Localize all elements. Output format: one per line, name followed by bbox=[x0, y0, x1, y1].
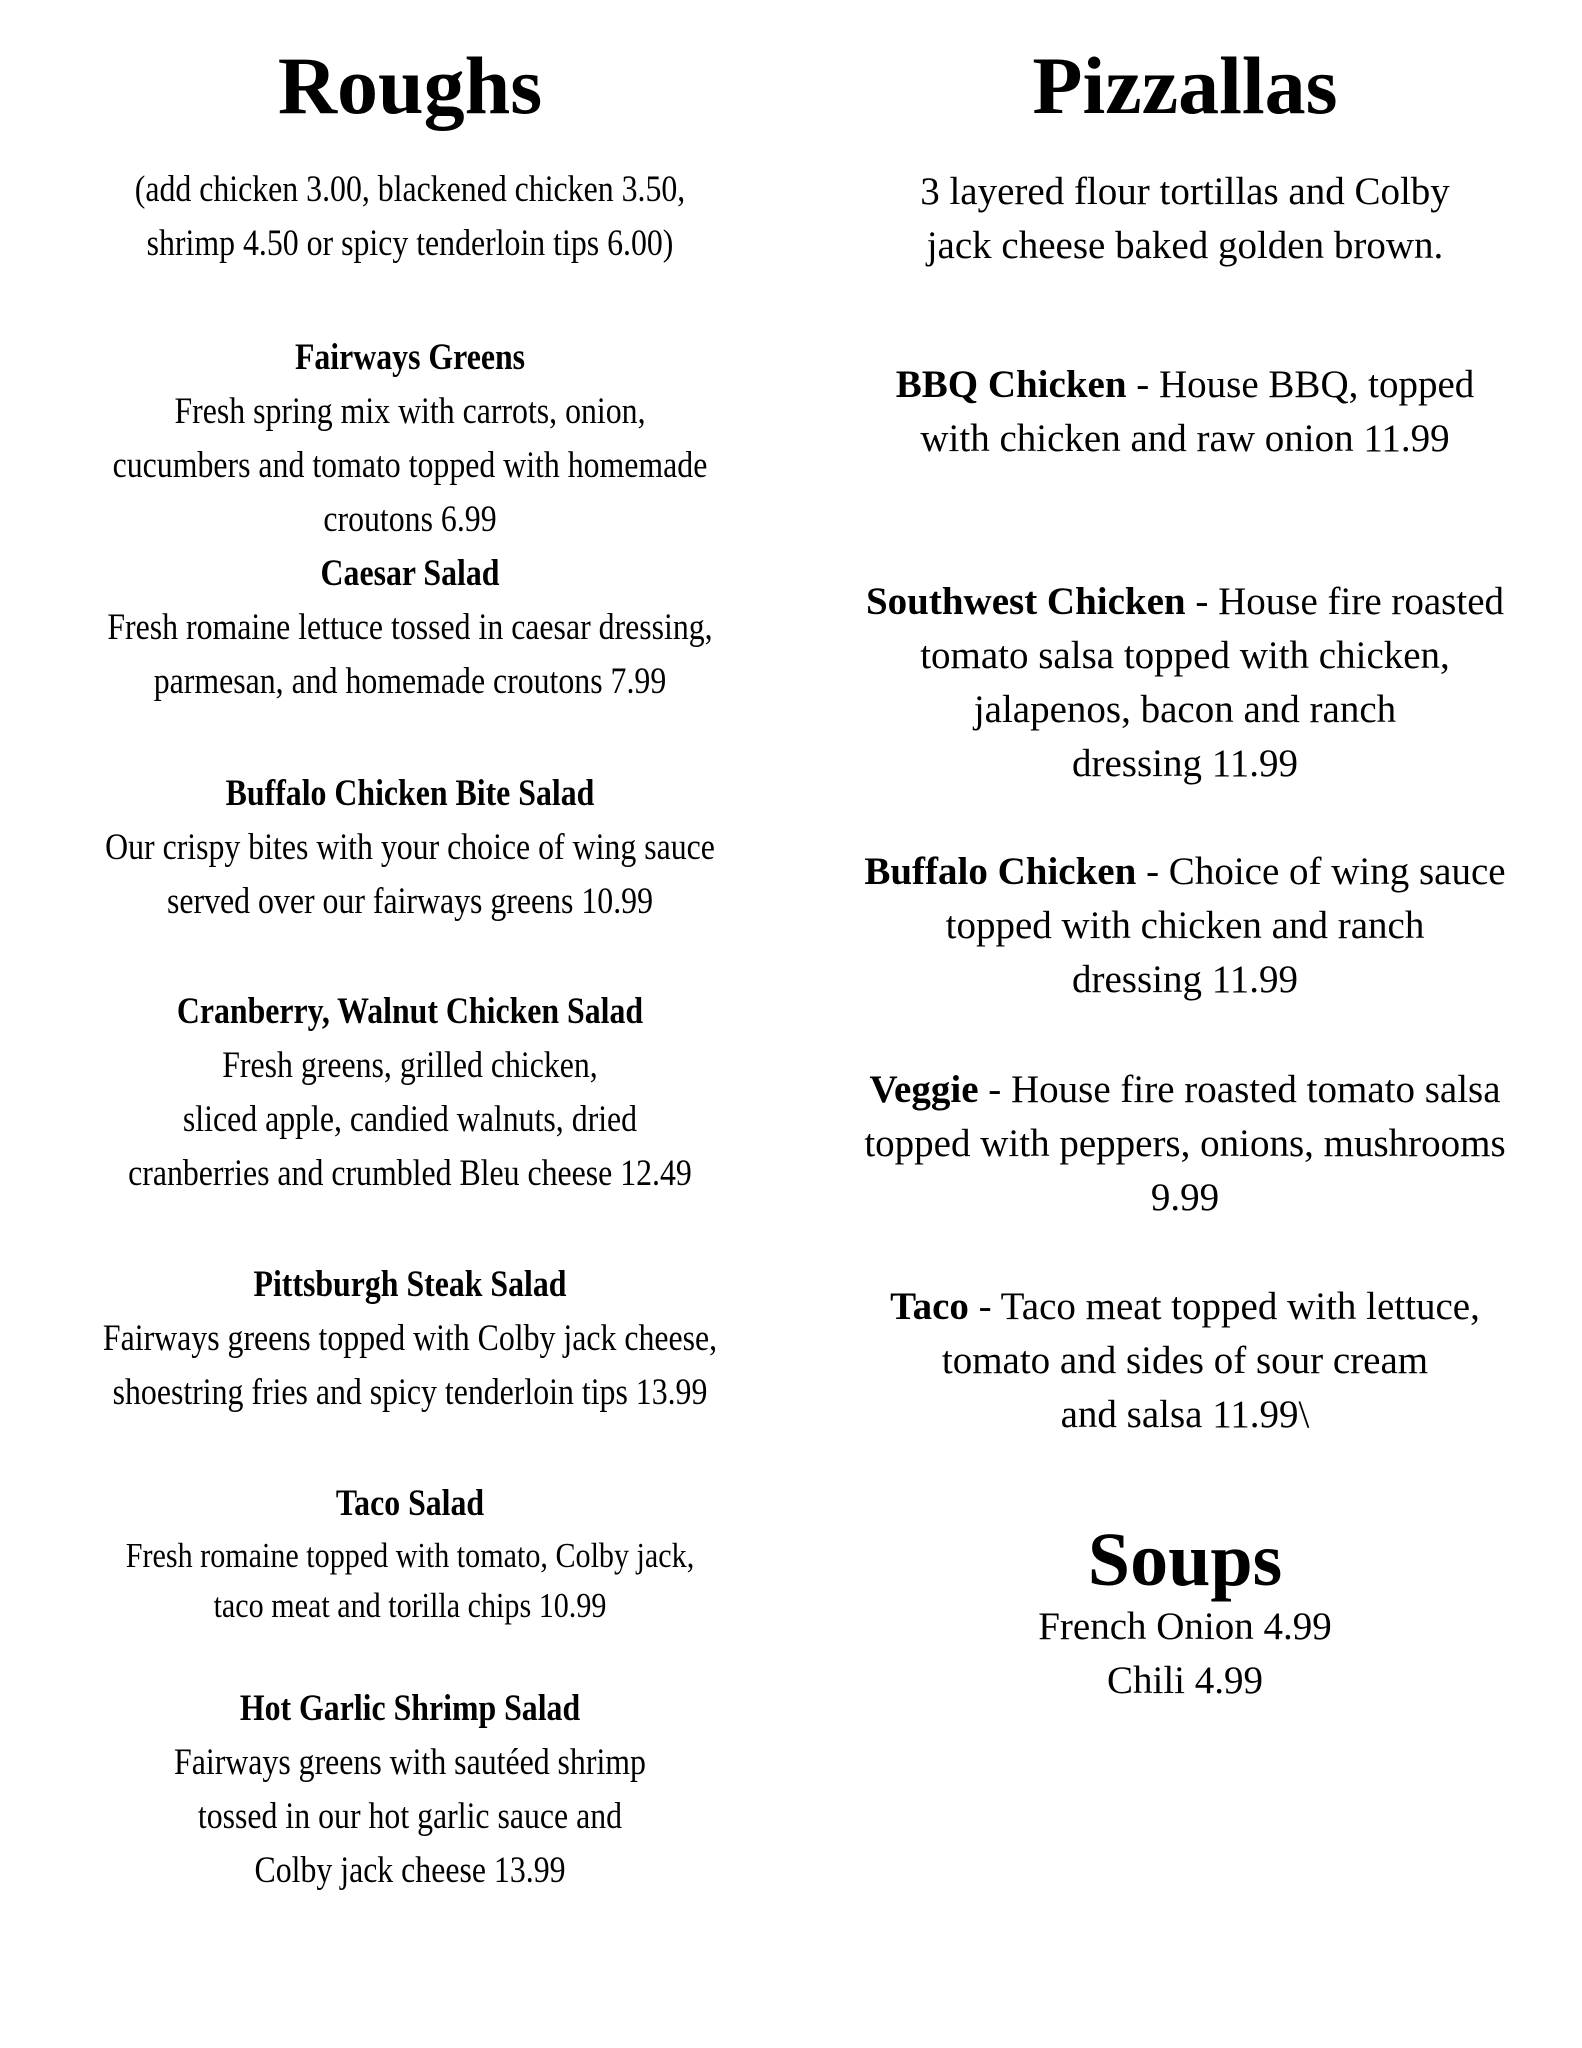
item-first-line bbox=[800, 575, 1570, 629]
item-description-line: jalapenos, bacon and ranch bbox=[973, 688, 1397, 731]
menu-item-buffalo-chicken-bite-salad bbox=[40, 767, 780, 929]
item-description-line: Fairways greens with sautéed shrimp bbox=[174, 1742, 646, 1783]
item-description-line: croutons 6.99 bbox=[323, 499, 497, 540]
item-description-line: served over our fairways greens 10.99 bbox=[167, 881, 653, 922]
item-name: Veggie bbox=[869, 1068, 979, 1111]
menu-item-veggie bbox=[800, 1063, 1570, 1225]
soups-list bbox=[800, 1600, 1570, 1708]
soup-item: Chili 4.99 bbox=[1106, 1659, 1264, 1702]
pizzallas-intro-line: jack cheese baked golden brown. bbox=[926, 224, 1444, 267]
item-name: Fairways Greens bbox=[294, 337, 526, 378]
item-first-line bbox=[800, 845, 1570, 899]
item-description-line: tomato salsa topped with chicken, bbox=[920, 634, 1450, 677]
item-description-line: shoestring fries and spicy tenderloin tips 13.99 bbox=[112, 1372, 708, 1413]
soup-item: French Onion 4.99 bbox=[1038, 1605, 1332, 1648]
item-name: Taco bbox=[890, 1285, 969, 1328]
item-description-line: dressing 11.99 bbox=[1071, 742, 1299, 785]
menu-item-buffalo-chicken bbox=[800, 845, 1570, 1007]
item-first-line bbox=[800, 1063, 1570, 1117]
item-name: Buffalo Chicken bbox=[864, 850, 1137, 893]
item-description-line: tossed in our hot garlic sauce and bbox=[197, 1796, 623, 1837]
item-description-start: - House fire roasted bbox=[1185, 580, 1505, 623]
roughs-intro bbox=[40, 163, 780, 271]
item-description-line: and salsa 11.99\ bbox=[1060, 1393, 1310, 1436]
item-description-line: topped with chicken and ranch bbox=[945, 904, 1425, 947]
item-description-line: with chicken and raw onion 11.99 bbox=[920, 417, 1450, 460]
item-description-line: dressing 11.99 bbox=[1071, 958, 1299, 1001]
item-description-line: cucumbers and tomato topped with homemade bbox=[112, 445, 708, 486]
item-description-start: - Taco meat topped with lettuce, bbox=[968, 1285, 1480, 1328]
item-description-line: 9.99 bbox=[1150, 1176, 1220, 1219]
item-description-line: Fresh romaine topped with tomato, Colby jack, bbox=[125, 1536, 695, 1575]
pizzallas-title: Pizzallas bbox=[1032, 40, 1338, 131]
item-description-line: Fresh spring mix with carrots, onion, bbox=[174, 391, 646, 432]
item-first-line bbox=[800, 1280, 1570, 1334]
item-description-line: parmesan, and homemade croutons 7.99 bbox=[153, 661, 667, 702]
item-name: BBQ Chicken bbox=[895, 363, 1127, 406]
menu-item-taco bbox=[800, 1280, 1570, 1442]
menu-item-fairways-greens bbox=[40, 331, 780, 547]
item-name: Pittsburgh Steak Salad bbox=[253, 1264, 567, 1305]
menu-item-cranberry-walnut-chicken-salad bbox=[40, 985, 780, 1201]
item-description-start: - House BBQ, topped bbox=[1126, 363, 1475, 406]
item-first-line bbox=[800, 358, 1570, 412]
item-name: Buffalo Chicken Bite Salad bbox=[225, 773, 595, 814]
item-name: Hot Garlic Shrimp Salad bbox=[239, 1688, 581, 1729]
pizzallas-intro bbox=[800, 165, 1570, 273]
menu-item-bbq-chicken bbox=[800, 358, 1570, 466]
menu-item-southwest-chicken bbox=[800, 575, 1570, 791]
item-description-start: - House fire roasted tomato salsa bbox=[978, 1068, 1501, 1111]
menu-item-pittsburgh-steak-salad bbox=[40, 1258, 780, 1420]
pizzallas-intro-line: 3 layered flour tortillas and Colby bbox=[920, 170, 1450, 213]
item-description-line: taco meat and torilla chips 10.99 bbox=[213, 1586, 607, 1625]
item-description-line: Fairways greens topped with Colby jack cheese, bbox=[102, 1318, 718, 1359]
soups-title: Soups bbox=[1087, 1518, 1283, 1602]
item-name: Cranberry, Walnut Chicken Salad bbox=[176, 991, 644, 1032]
item-description-line: cranberries and crumbled Bleu cheese 12.49 bbox=[128, 1153, 692, 1194]
item-description-line: topped with peppers, onions, mushrooms bbox=[864, 1122, 1506, 1165]
item-description-line: Colby jack cheese 13.99 bbox=[254, 1850, 566, 1891]
item-name: Taco Salad bbox=[335, 1483, 485, 1524]
item-description-line: Fresh romaine lettuce tossed in caesar dressing, bbox=[107, 607, 713, 648]
roughs-intro-line: shrimp 4.50 or spicy tenderloin tips 6.00) bbox=[146, 223, 674, 264]
item-description-line: Fresh greens, grilled chicken, bbox=[222, 1045, 598, 1086]
item-description-start: - Choice of wing sauce bbox=[1136, 850, 1506, 893]
item-description-line: sliced apple, candied walnuts, dried bbox=[182, 1099, 638, 1140]
roughs-title: Roughs bbox=[277, 40, 543, 131]
item-name: Southwest Chicken bbox=[865, 580, 1186, 623]
item-name: Caesar Salad bbox=[320, 553, 500, 594]
item-description-line: tomato and sides of sour cream bbox=[941, 1339, 1429, 1382]
roughs-intro-line: (add chicken 3.00, blackened chicken 3.50, bbox=[134, 169, 686, 210]
item-description-line: Our crispy bites with your choice of wing sauce bbox=[105, 827, 715, 868]
menu-item-taco-salad bbox=[40, 1477, 780, 1631]
menu-item-hot-garlic-shrimp-salad bbox=[40, 1682, 780, 1898]
menu-item-caesar-salad bbox=[40, 547, 780, 709]
